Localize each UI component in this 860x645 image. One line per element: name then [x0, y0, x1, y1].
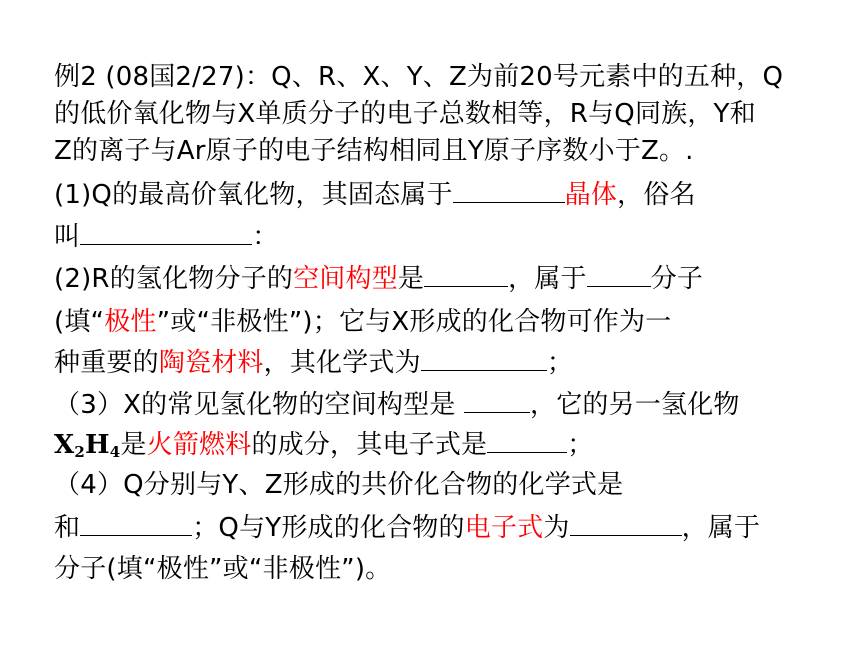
question-4-line-1: [54, 468, 623, 502]
q3-text: 的成分，其电子式是: [251, 430, 488, 460]
q3-text: 是: [120, 430, 147, 460]
highlight-term: 火箭燃料: [146, 430, 252, 460]
answer-blank[interactable]: [80, 511, 192, 536]
q3-text: ，它的另一氢化物: [530, 390, 740, 420]
q2-text: (填“: [54, 307, 105, 337]
question-4-line-3: [54, 552, 391, 586]
q1-text: (1)Q的最高价氧化物，其固态属于: [54, 180, 453, 210]
q4-text: ，属于: [681, 513, 761, 543]
q2-text: 是: [397, 264, 425, 294]
question-2-line-2: [54, 305, 671, 339]
formula-element: H: [85, 430, 110, 460]
header-text: 的低价氧化物与X单质分子的电子总数相等，R与Q同族，Y和: [54, 99, 756, 129]
q2-text: ，其化学式为: [263, 348, 421, 378]
header-text: 例2 (08国2/27)：Q、R、X、Y、Z为前20号元素中的五种，Q: [54, 62, 784, 92]
q2-text: (2)R的氢化物分子的: [54, 264, 294, 294]
answer-blank[interactable]: [487, 428, 567, 453]
question-2-line-1: [54, 262, 703, 296]
question-1-line-2: [54, 220, 278, 254]
problem-header-line-2: [54, 97, 756, 131]
q4-text: （4）Q分别与Y、Z形成的共价化合物的化学式是: [54, 470, 624, 500]
answer-blank[interactable]: [424, 262, 508, 287]
q2-text: 种重要的: [54, 348, 159, 378]
highlight-term: 极性: [104, 307, 157, 337]
formula-subscript: 4: [109, 443, 121, 461]
question-3-line-1: [54, 388, 740, 422]
q1-text: ，俗名: [617, 180, 696, 210]
answer-blank[interactable]: [80, 220, 252, 245]
formula-element: X: [54, 430, 75, 460]
answer-blank[interactable]: [587, 262, 651, 287]
answer-blank[interactable]: [570, 511, 682, 536]
problem-header-line-3: [54, 134, 694, 168]
q3-text: （3）X的常见氢化物的空间构型是: [54, 390, 465, 420]
q2-text: 分子: [650, 264, 704, 294]
q2-text: ，属于: [508, 264, 587, 294]
question-3-line-2: [54, 428, 593, 469]
q2-text: ；: [546, 348, 574, 378]
chemical-formula: [54, 430, 120, 460]
q4-text: 分子(填“极性”或“非极性”)。: [54, 554, 392, 584]
q1-text: 叫: [54, 222, 81, 252]
highlight-term: 电子式: [464, 513, 544, 543]
q2-text: ”或“非极性”)；它与X形成的化合物可作为一: [156, 307, 672, 337]
q4-text: 和: [54, 513, 81, 543]
q1-text: ：: [252, 222, 279, 252]
q3-text: ；: [567, 430, 594, 460]
highlight-term: 空间构型: [293, 264, 398, 294]
question-2-line-3: [54, 346, 573, 380]
question-4-line-2: [54, 511, 760, 545]
question-1-line-1: [54, 178, 696, 212]
problem-header-line-1: [54, 60, 783, 94]
header-text: Z的离子与Ar原子的电子结构相同且Y原子序数小于Z。.: [54, 136, 694, 166]
formula-subscript: 2: [74, 443, 86, 461]
q4-text: 为: [543, 513, 570, 543]
answer-blank[interactable]: [464, 388, 530, 413]
answer-blank[interactable]: [453, 178, 565, 203]
highlight-term: 陶瓷材料: [158, 348, 264, 378]
highlight-term: 晶体: [564, 180, 618, 210]
q4-text: ；Q与Y形成的化合物的: [192, 513, 465, 543]
answer-blank[interactable]: [421, 346, 547, 371]
